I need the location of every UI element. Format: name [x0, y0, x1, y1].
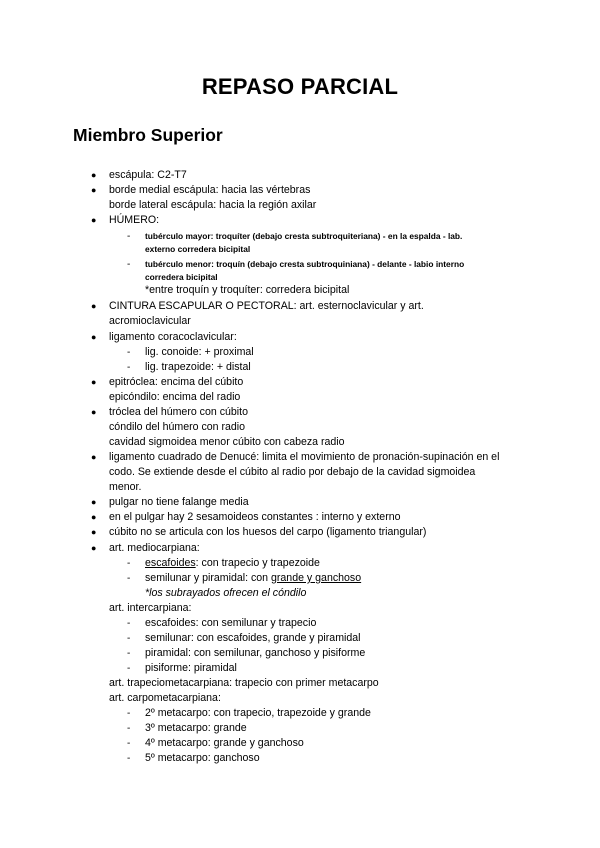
list-item: borde medial escápula: hacia las vértebras	[109, 184, 311, 196]
dash: -	[127, 633, 131, 644]
underlined-term: escafoides	[145, 557, 196, 569]
list-item: ligamento cuadrado de Denucé: limita el movimiento de pronación-supinación en el	[109, 451, 500, 463]
sub-item: lig. trapezoide: + distal	[145, 361, 251, 373]
dash: -	[127, 618, 131, 629]
bullet: ●	[91, 170, 97, 180]
dash: -	[127, 723, 131, 734]
list-item-continuation: cóndilo del húmero con radio	[109, 421, 246, 433]
bullet: ●	[91, 407, 97, 417]
sub-item	[145, 572, 361, 585]
list-item-continuation: art. trapeciometacarpiana: trapecio con primer metacarpo	[109, 677, 379, 689]
sub-item: 5º metacarpo: ganchoso	[145, 752, 260, 764]
list-item: ligamento coracoclavicular:	[109, 331, 237, 343]
note: *entre troquín y troquíter: corredera bicipital	[145, 284, 350, 296]
dash: -	[127, 259, 131, 270]
list-item: escápula: C2-T7	[109, 169, 187, 181]
list-item-continuation: art. carpometacarpiana:	[109, 692, 221, 704]
sub-item: piramidal: con semilunar, ganchoso y pisiforme	[145, 647, 366, 659]
bullet: ●	[91, 301, 97, 311]
sub-item-text: : con trapecio y trapezoide	[195, 557, 320, 569]
list-item: CINTURA ESCAPULAR O PECTORAL: art. esternoclavicular y art.	[109, 300, 424, 312]
sub-item-continuation: externo corredera bicipital	[145, 244, 251, 254]
dash: -	[127, 558, 131, 569]
dash: -	[127, 753, 131, 764]
dash: -	[127, 708, 131, 719]
bullet: ●	[91, 377, 97, 387]
list-item-continuation: acromioclavicular	[109, 315, 191, 327]
list-item: art. mediocarpiana:	[109, 542, 200, 554]
note: *los subrayados ofrecen el cóndilo	[145, 587, 307, 599]
sub-item-text: semilunar y piramidal: con	[145, 572, 271, 584]
sub-item-continuation: corredera bicipital	[145, 272, 218, 282]
list-item: en el pulgar hay 2 sesamoideos constantes : interno y externo	[109, 511, 401, 523]
sub-item: lig. conoide: + proximal	[145, 346, 254, 358]
bullet: ●	[91, 543, 97, 553]
list-item: HÚMERO:	[109, 214, 160, 226]
bullet: ●	[91, 185, 97, 195]
sub-item: escafoides: con semilunar y trapecio	[145, 617, 317, 629]
sub-item: semilunar: con escafoides, grande y piramidal	[145, 632, 361, 644]
bullet: ●	[91, 215, 97, 225]
bullet: ●	[91, 527, 97, 537]
sub-item: 4º metacarpo: grande y ganchoso	[145, 737, 304, 749]
sub-item: tubérculo mayor: troquíter (debajo cresta subtroquiteriana) - en la espalda - lab.	[145, 231, 463, 241]
dash: -	[127, 347, 131, 358]
dash: -	[127, 573, 131, 584]
section-heading: Miembro Superior	[73, 125, 223, 145]
page-title: REPASO PARCIAL	[201, 74, 399, 99]
underlined-term: grande y ganchoso	[271, 572, 362, 584]
list-item-continuation: borde lateral escápula: hacia la región axilar	[109, 199, 317, 211]
list-item-continuation: codo. Se extiende desde el cúbito al radio por debajo de la cavidad sigmoidea	[109, 466, 476, 478]
sub-item	[145, 557, 320, 570]
dash: -	[127, 663, 131, 674]
dash: -	[127, 648, 131, 659]
list-item: tróclea del húmero con cúbito	[109, 406, 248, 418]
bullet: ●	[91, 512, 97, 522]
bullet: ●	[91, 497, 97, 507]
list-item-continuation: cavidad sigmoidea menor cúbito con cabeza radio	[109, 436, 345, 448]
list-item: epitróclea: encima del cúbito	[109, 376, 244, 388]
dash: -	[127, 231, 131, 242]
bullet: ●	[91, 452, 97, 462]
sub-item: pisiforme: piramidal	[145, 662, 237, 674]
bullet: ●	[91, 332, 97, 342]
list-item-continuation: art. intercarpiana:	[109, 602, 192, 614]
list-item: cúbito no se articula con los huesos del carpo (ligamento triangular)	[109, 526, 427, 538]
dash: -	[127, 738, 131, 749]
sub-item: tubérculo menor: troquín (debajo cresta subtroquiniana) - delante - labio interno	[145, 259, 465, 269]
list-item-continuation: menor.	[109, 481, 142, 493]
sub-item: 3º metacarpo: grande	[145, 722, 247, 734]
dash: -	[127, 362, 131, 373]
sub-item: 2º metacarpo: con trapecio, trapezoide y grande	[145, 707, 371, 719]
list-item-continuation: epicóndilo: encima del radio	[109, 391, 241, 403]
list-item: pulgar no tiene falange media	[109, 496, 249, 508]
